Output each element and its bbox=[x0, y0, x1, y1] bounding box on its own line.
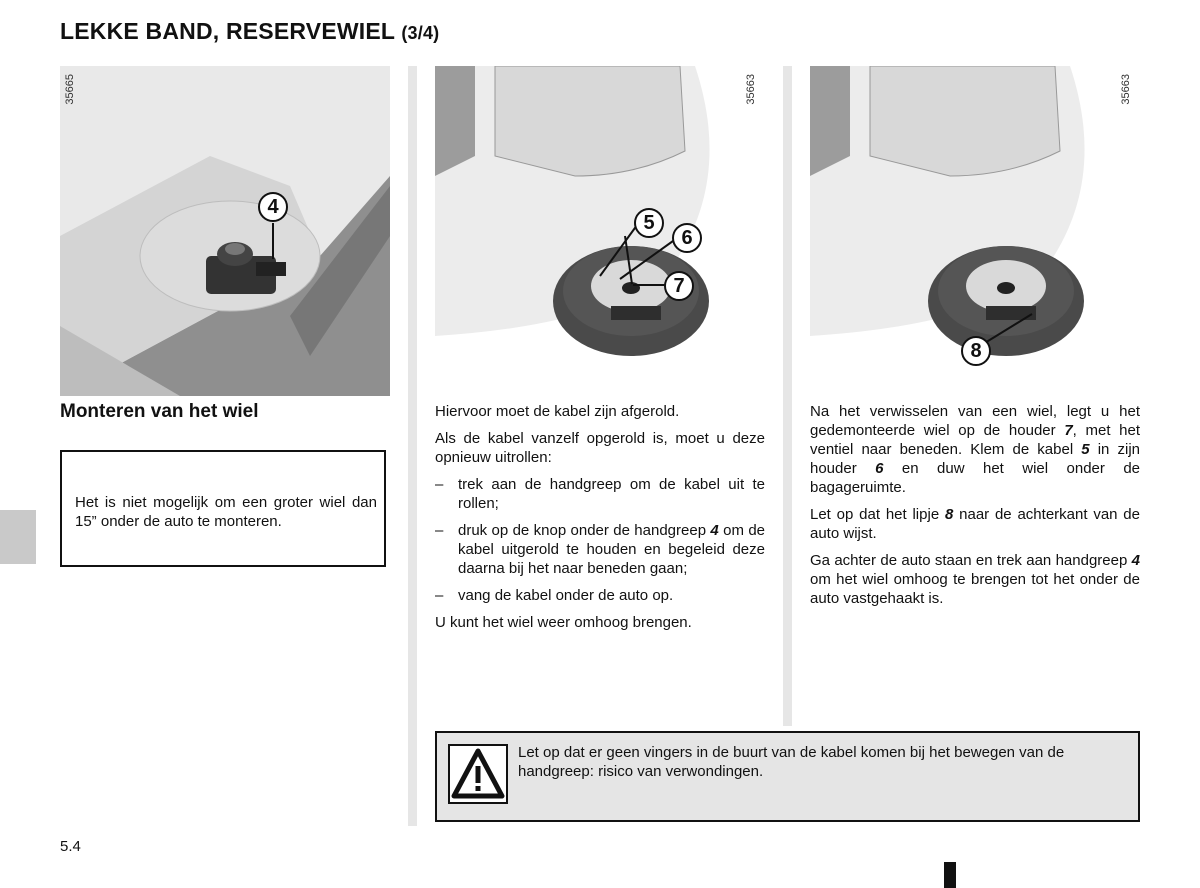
callout-5: 5 bbox=[634, 208, 664, 238]
figure-2-illustration bbox=[435, 66, 765, 356]
reference-number: 8 bbox=[944, 506, 954, 523]
page-title bbox=[60, 18, 439, 45]
figure-3-illustration bbox=[810, 66, 1140, 366]
list-item bbox=[435, 521, 765, 578]
reference-number: 5 bbox=[1081, 441, 1090, 458]
list-dash: – bbox=[435, 587, 444, 604]
warning-triangle-icon bbox=[448, 744, 508, 804]
paragraph: Als de kabel vanzelf opgerold is, moet u deze opnieuw uitrollen: bbox=[435, 430, 765, 466]
figure-1-illustration bbox=[60, 66, 390, 396]
paragraph bbox=[810, 505, 1140, 543]
text-run: en duw het wiel onder de bagageruimte. bbox=[810, 460, 1140, 496]
figure-wheel-mounted bbox=[810, 66, 1140, 366]
paragraph bbox=[810, 402, 1140, 497]
figure-wheel-cable bbox=[435, 66, 765, 356]
text-run: Ga achter de auto staan en trek aan handgreep bbox=[810, 552, 1132, 569]
page-title-suffix: (3/4) bbox=[401, 23, 440, 43]
page-number: 5.4 bbox=[60, 838, 81, 855]
figure-code: 35665 bbox=[64, 74, 76, 105]
text-run: om het wiel omhoog te brengen tot het onder de auto vastgehaakt is. bbox=[810, 571, 1140, 607]
list-item bbox=[435, 475, 765, 513]
figure-code: 35663 bbox=[745, 74, 757, 105]
reference-number: 6 bbox=[875, 460, 884, 477]
reference-number: 7 bbox=[1064, 422, 1073, 439]
text-run: , met het ventiel naar beneden. Klem de kabel bbox=[810, 422, 1141, 458]
list-item bbox=[435, 586, 765, 605]
text-run: Na het verwisselen van een wiel, legt u het gedemonteerde wiel op de houder bbox=[810, 403, 1140, 439]
list-dash: – bbox=[435, 522, 444, 539]
callout-7: 7 bbox=[664, 271, 694, 301]
corner-mark bbox=[944, 862, 956, 888]
list-item-text: om de kabel uitgerold te houden en begeleid deze daarna bij het naar beneden gaan; bbox=[458, 522, 765, 577]
column-3-text bbox=[810, 402, 1140, 616]
paragraph: U kunt het wiel weer omhoog brengen. bbox=[435, 614, 692, 631]
warning-box bbox=[435, 731, 1140, 822]
page-title-text: LEKKE BAND, RESERVEWIEL bbox=[60, 18, 395, 44]
reference-number: 4 bbox=[710, 522, 719, 539]
list-item-text: trek aan de handgreep om de kabel uit te rollen; bbox=[458, 476, 765, 512]
instruction-list bbox=[435, 475, 765, 605]
callout-6: 6 bbox=[672, 223, 702, 253]
list-dash: – bbox=[435, 476, 444, 493]
section-heading: Monteren van het wiel bbox=[60, 401, 259, 422]
callout-8: 8 bbox=[961, 336, 991, 366]
paragraph bbox=[810, 551, 1140, 608]
list-item-text: vang de kabel onder de auto op. bbox=[458, 587, 674, 604]
chapter-thumb-tab bbox=[0, 510, 36, 564]
text-run: in zijn houder bbox=[810, 441, 1140, 477]
text-run: Let op dat het lipje bbox=[810, 506, 945, 523]
paragraph: Hiervoor moet de kabel zijn afgerold. bbox=[435, 403, 680, 420]
figure-spare-wheel-winch bbox=[60, 66, 390, 396]
callout-4: 4 bbox=[258, 192, 288, 222]
figure-code: 35663 bbox=[1120, 74, 1132, 105]
text-run: naar de achterkant van de auto wijst. bbox=[810, 506, 1140, 542]
note-text: Het is niet mogelijk om een groter wiel dan 15” onder de auto te monteren. bbox=[75, 494, 377, 530]
reference-number: 4 bbox=[1131, 552, 1140, 569]
note-box bbox=[60, 450, 386, 567]
column-2-text bbox=[435, 402, 765, 640]
column-separator-right bbox=[783, 66, 792, 726]
list-item-text: druk op de knop onder de handgreep bbox=[458, 522, 711, 539]
warning-text: Let op dat er geen vingers in de buurt van de kabel komen bij het bewegen van de handgreep: risico van verwondingen. bbox=[518, 744, 1065, 780]
column-separator-left bbox=[408, 66, 417, 826]
